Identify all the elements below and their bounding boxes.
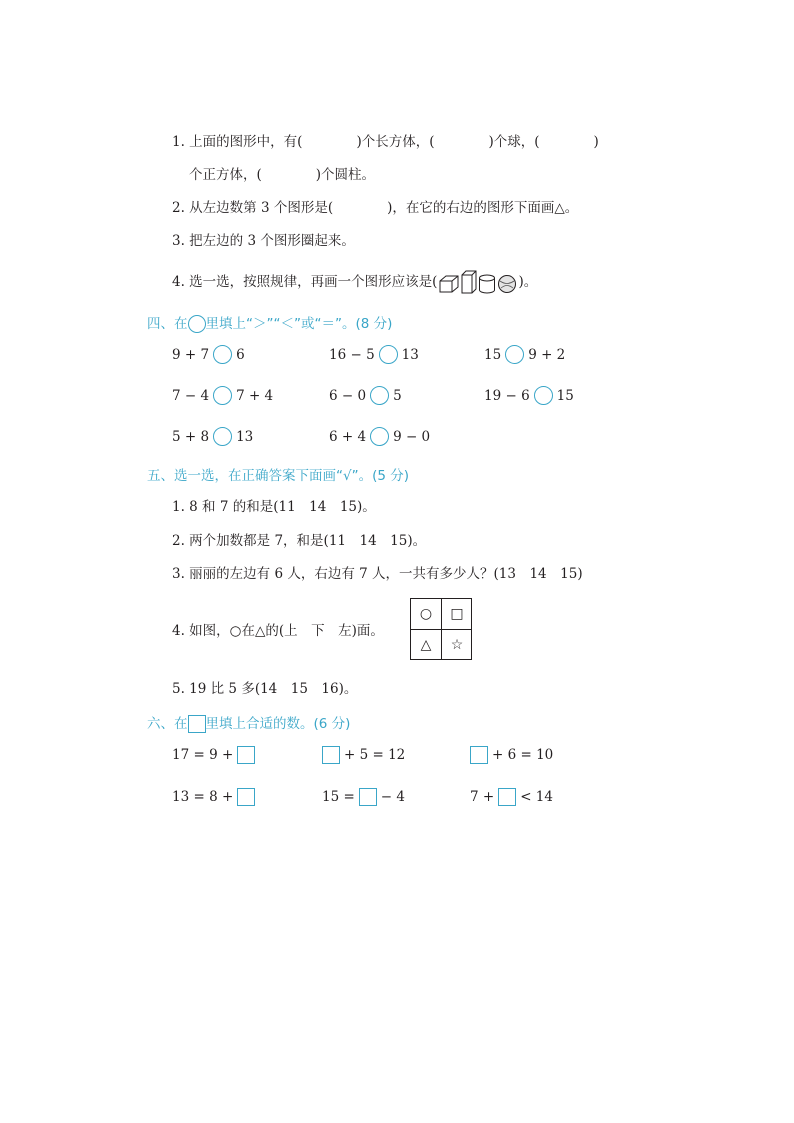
answer-circle[interactable]	[213, 427, 232, 446]
compare-left: 15	[484, 346, 502, 363]
compare-right: 13	[236, 428, 254, 445]
answer-box[interactable]	[237, 746, 255, 764]
compare-item-8	[329, 427, 430, 446]
section4-title	[147, 315, 392, 333]
compare-item-2	[329, 345, 419, 364]
section5-title: 五、选一选，在正确答案下面画“√”。(5 分)	[147, 468, 410, 484]
cube-icon	[438, 274, 460, 294]
fill-item-1	[172, 746, 255, 764]
section6-title	[147, 715, 350, 733]
answer-circle[interactable]	[370, 386, 389, 405]
section4-title-prefix: 四、在	[147, 316, 188, 332]
compare-right: 9 − 0	[393, 428, 431, 445]
fill-text: < 14	[520, 789, 553, 805]
cuboid-icon	[461, 270, 477, 294]
compare-right: 5	[393, 387, 402, 404]
q3: 3. 把左边的 3 个图形圈起来。	[172, 233, 355, 249]
compare-item-4	[172, 386, 273, 405]
grid-cell-triangle: △	[420, 637, 432, 653]
compare-left: 6 − 0	[329, 387, 367, 404]
answer-box[interactable]	[322, 746, 340, 764]
answer-circle[interactable]	[379, 345, 398, 364]
compare-right: 9 + 2	[528, 346, 566, 363]
compare-left: 5 + 8	[172, 428, 210, 445]
fill-text: 15 =	[322, 789, 355, 805]
fill-item-6	[470, 788, 553, 806]
grid-cell-star: ☆	[450, 637, 464, 653]
s5-q3: 3. 丽丽的左边有 6 人，右边有 7 人，一共有多少人？(13 14 15)	[172, 566, 583, 582]
fill-item-3	[470, 746, 553, 764]
compare-left: 6 + 4	[329, 428, 367, 445]
grid-cell-square: □	[450, 606, 464, 622]
q2: 2. 从左边数第 3 个图形是( )，在它的右边的图形下面画△。	[172, 200, 579, 216]
answer-box[interactable]	[498, 788, 516, 806]
section4-title-suffix: 里填上“＞”“＜”或“＝”。(8 分)	[205, 316, 393, 332]
fill-text: 17 = 9 +	[172, 747, 234, 763]
answer-circle[interactable]	[213, 386, 232, 405]
s5-q2: 2. 两个加数都是 7，和是(11 14 15)。	[172, 533, 427, 549]
compare-right: 15	[556, 387, 574, 404]
answer-circle[interactable]	[505, 345, 524, 364]
answer-circle[interactable]	[370, 427, 389, 446]
fill-text: + 6 = 10	[492, 747, 554, 763]
compare-item-3	[484, 345, 565, 364]
circle-blank-icon	[188, 315, 206, 333]
section6-title-suffix: 里填上合适的数。(6 分)	[205, 716, 351, 732]
compare-left: 16 − 5	[329, 346, 375, 363]
fill-text: − 4	[380, 789, 405, 805]
q1-line1: 1. 上面的图形中，有( )个长方体，( )个球，( )	[172, 134, 599, 150]
answer-circle[interactable]	[534, 386, 553, 405]
s5-q4: 4. 如图，○在△的(上 下 左)面。	[172, 623, 384, 639]
compare-right: 7 + 4	[236, 387, 274, 404]
section6-title-prefix: 六、在	[147, 716, 188, 732]
fill-text: + 5 = 12	[344, 747, 406, 763]
answer-box[interactable]	[470, 746, 488, 764]
fill-item-5	[322, 788, 405, 806]
fill-text: 13 = 8 +	[172, 789, 234, 805]
compare-left: 19 − 6	[484, 387, 530, 404]
q4-prefix: 4. 选一选，按照规律，再画一个图形应该是(	[172, 274, 438, 290]
compare-right: 13	[401, 346, 419, 363]
ball-icon	[497, 274, 517, 294]
q4-suffix: )。	[518, 274, 538, 290]
compare-item-6	[484, 386, 574, 405]
answer-box[interactable]	[359, 788, 377, 806]
answer-box[interactable]	[237, 788, 255, 806]
compare-left: 7 − 4	[172, 387, 210, 404]
square-blank-icon	[188, 715, 206, 733]
fill-text: 7 +	[470, 789, 495, 805]
fill-item-2	[322, 746, 405, 764]
cylinder-icon	[478, 274, 496, 294]
compare-left: 9 + 7	[172, 346, 210, 363]
compare-item-1	[172, 345, 245, 364]
compare-right: 6	[236, 346, 245, 363]
compare-item-5	[329, 386, 402, 405]
s5-q5: 5. 19 比 5 多(14 15 16)。	[172, 681, 358, 697]
answer-circle[interactable]	[213, 345, 232, 364]
q4	[172, 270, 537, 294]
fill-item-4	[172, 788, 255, 806]
compare-item-7	[172, 427, 253, 446]
q1-line2: 个正方体，( )个圆柱。	[189, 167, 376, 183]
s5-q1: 1. 8 和 7 的和是(11 14 15)。	[172, 499, 376, 515]
q4-shapes	[438, 270, 517, 294]
position-grid	[410, 598, 472, 660]
grid-cell-circle: ○	[419, 606, 433, 622]
